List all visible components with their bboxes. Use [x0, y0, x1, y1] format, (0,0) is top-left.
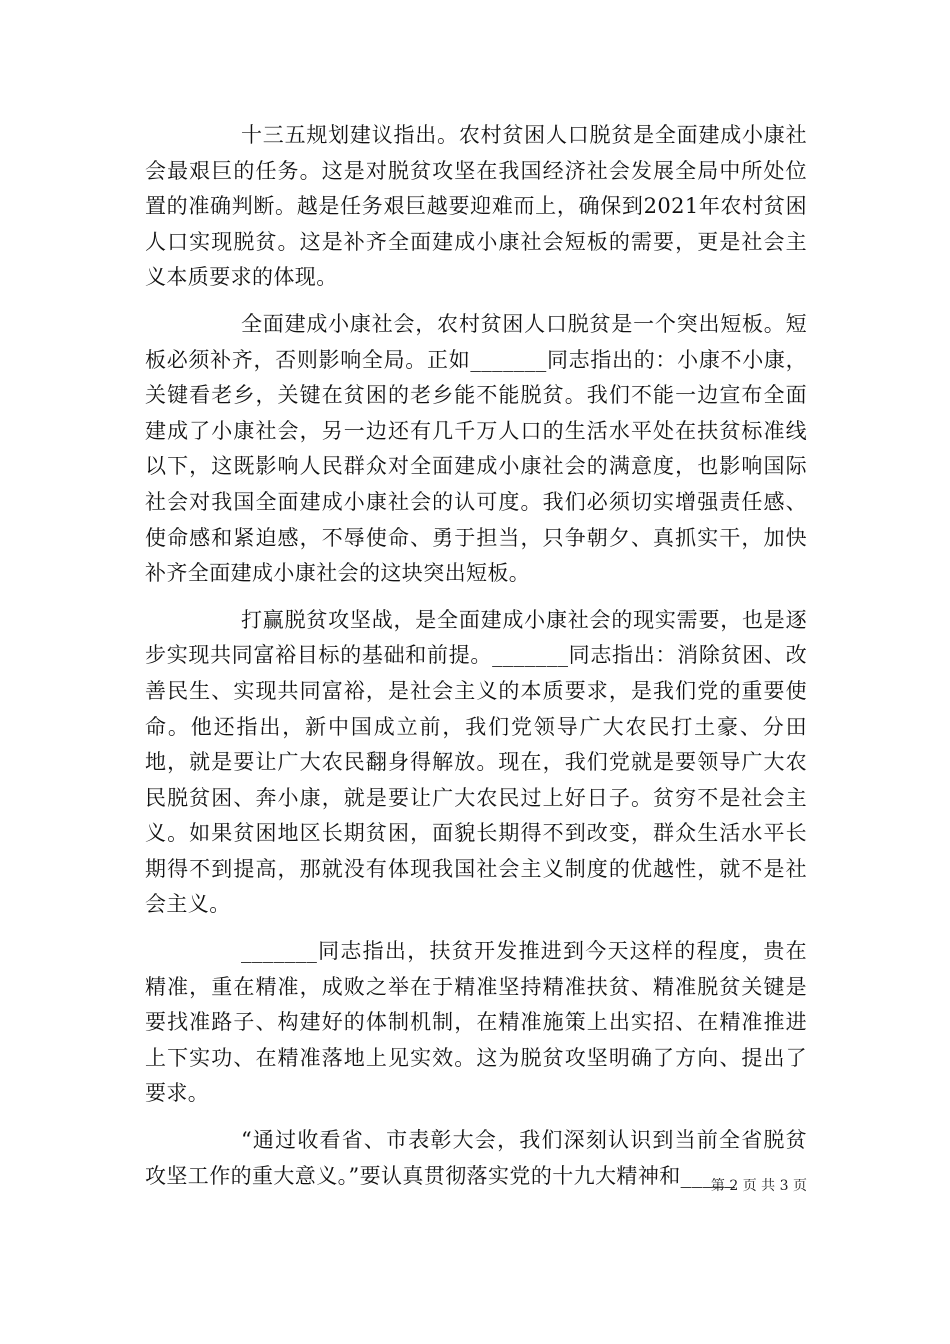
document-body — [145, 118, 807, 1205]
paragraph-4: _______同志指出，扶贫开发推进到今天这样的程度，贵在精准，重在精准，成败之举在于精准坚持精准扶贫、精准脱贫关键是要找准路子、构建好的体制机制，在精准施策上出实招、在精准推进上下实功、在精准落地上见实效。这为脱贫攻坚明确了方向、提出了要求。 — [145, 939, 807, 1106]
paragraph-2: 全面建成小康社会，农村贫困人口脱贫是一个突出短板。短板必须补齐，否则影响全局。正如_______同志指出的：小康不小康，关键看老乡，关键在贫困的老乡能不能脱贫。我们不能一边宣布全面建成了小康社会，另一边还有几千万人口的生活水平处在扶贫标准线以下，这既影响人民群众对全面建成小康社会的满意度，也影响国际社会对我国全面建成小康社会的认可度。我们必须切实增强责任感、使命感和紧迫感，不辱使命、勇于担当，只争朝夕、真抓实干，加快补齐全面建成小康社会的这块突出短板。 — [145, 311, 807, 586]
paragraph-1: 十三五规划建议指出。农村贫困人口脱贫是全面建成小康社会最艰巨的任务。这是对脱贫攻坚在我国经济社会发展全局中所处位置的准确判断。越是任务艰巨越要迎难而上，确保到2021年农村贫困人口实现脱贫。这是补齐全面建成小康社会短板的需要，更是社会主义本质要求的体现。 — [145, 123, 807, 290]
paragraph-3: 打赢脱贫攻坚战，是全面建成小康社会的现实需要，也是逐步实现共同富裕目标的基础和前提。_______同志指出：消除贫困、改善民生、实现共同富裕，是社会主义的本质要求，是我们党的重要使命。他还指出，新中国成立前，我们党领导广大农民打土豪、分田地，就是要让广大农民翻身得解放。现在，我们党就是要领导广大农民脱贫困、奔小康，就是要让广大农民过上好日子。贫穷不是社会主义。如果贫困地区长期贫困，面貌长期得不到改变，群众生活水平长期得不到提高，那就没有体现我国社会主义制度的优越性，就不是社会主义。 — [145, 607, 807, 917]
paragraph-5: “通过收看省、市表彰大会，我们深刻认识到当前全省脱贫攻坚工作的重大意义。”要认真贯彻落实党的十九大精神和_____ — [145, 1128, 807, 1188]
page-footer: 第 2 页 共 3 页 — [710, 1178, 807, 1194]
